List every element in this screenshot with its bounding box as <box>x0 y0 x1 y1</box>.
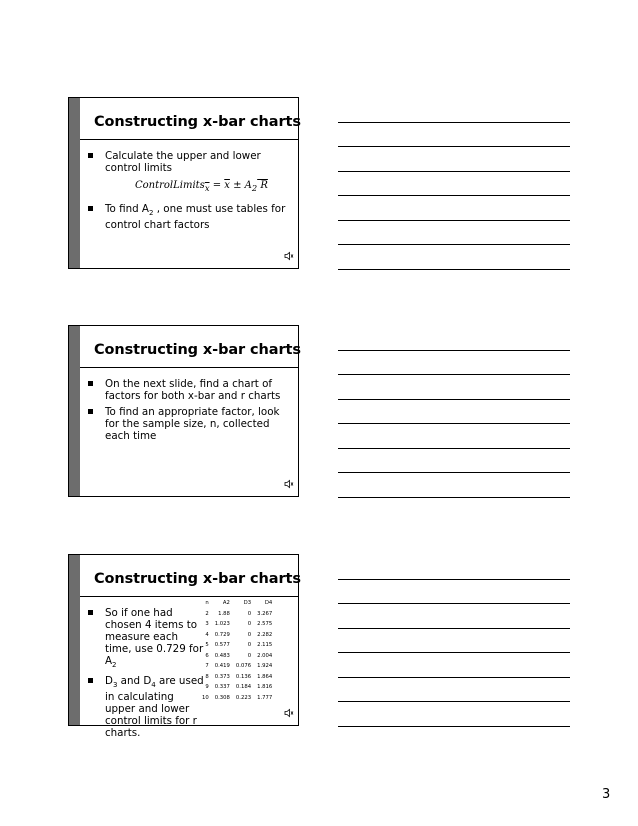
formula-rbar: R <box>257 180 268 191</box>
note-line <box>338 497 570 498</box>
bullet-text: and D <box>117 675 152 688</box>
speaker-icon[interactable] <box>284 479 294 492</box>
cell: 1.777 <box>257 694 273 701</box>
bullet-item <box>85 203 288 231</box>
header-d4: D4 <box>264 600 273 607</box>
cell: 9 <box>205 684 209 691</box>
slide-2 <box>68 325 299 497</box>
slide-title: Constructing x-bar charts <box>94 342 301 358</box>
note-line <box>338 726 570 727</box>
title-divider <box>80 139 298 140</box>
page-number: 3 <box>602 787 611 802</box>
cell: 1.816 <box>257 684 273 691</box>
note-line <box>338 244 570 245</box>
cell: 0 <box>247 610 252 617</box>
cell: 1.023 <box>214 621 230 628</box>
cell: 0.308 <box>214 694 230 701</box>
cell: 2.575 <box>257 621 273 628</box>
subscript: 4 <box>151 681 156 690</box>
cell: 0 <box>247 642 252 649</box>
cell: 0 <box>247 652 252 659</box>
note-line <box>338 652 570 653</box>
note-line <box>338 122 570 123</box>
table-row <box>199 693 275 704</box>
cell: 7 <box>205 663 209 670</box>
cell: 1.864 <box>257 673 273 680</box>
note-line <box>338 374 570 375</box>
cell: 0.729 <box>214 631 230 638</box>
cell: 0.419 <box>214 663 230 670</box>
bullet-text: D <box>105 675 113 688</box>
note-line <box>338 448 570 449</box>
cell: 2.282 <box>257 631 273 638</box>
bullet-text: are used in calculating upper and lower control limits for r charts. <box>105 675 204 740</box>
cell: 1.924 <box>257 663 273 670</box>
cell: 0.184 <box>235 684 252 691</box>
header-n: n <box>205 600 209 607</box>
cell: 0.223 <box>235 694 252 701</box>
table-row <box>199 609 275 620</box>
bullet-item <box>85 406 288 442</box>
table-row <box>199 661 275 672</box>
cell: 2.115 <box>257 642 273 649</box>
table-row <box>199 619 275 630</box>
cell: 3 <box>205 621 209 628</box>
cell: 6 <box>205 652 209 659</box>
formula-xbar: $\overline{x}$ <box>224 180 230 191</box>
bullet-text: To find A <box>105 203 149 215</box>
subscript: 3 <box>112 681 118 690</box>
cell: 4 <box>205 631 209 638</box>
table-row <box>199 682 275 693</box>
bullet-text: So if one had chosen 4 items to measure each time, use 0.729 for A <box>105 607 204 667</box>
control-chart-factors-table <box>199 598 275 703</box>
cell: 0.483 <box>214 652 230 659</box>
cell: 3.267 <box>257 610 273 617</box>
note-line <box>338 220 570 221</box>
subscript: 2 <box>112 661 117 670</box>
cell: 10 <box>202 694 209 701</box>
note-line <box>338 603 570 604</box>
cell: 0 <box>247 621 252 628</box>
formula-plus-minus: ± A <box>229 180 252 191</box>
subscript: 2 <box>148 209 154 218</box>
note-line <box>338 472 570 473</box>
table-header-row <box>199 598 275 609</box>
note-line <box>338 399 570 400</box>
slide-title: Constructing x-bar charts <box>94 114 301 130</box>
cell: 8 <box>205 673 209 680</box>
cell: 0.373 <box>214 673 230 680</box>
note-line <box>338 423 570 424</box>
note-line <box>338 579 570 580</box>
bullet-item <box>85 675 205 739</box>
cell: 2 <box>205 610 209 617</box>
slide-1 <box>68 97 299 269</box>
header-d3: D3 <box>243 600 252 607</box>
note-line <box>338 677 570 678</box>
bullet-text: , one must use tables for control chart factors <box>105 203 286 232</box>
cell: 0.577 <box>214 642 230 649</box>
title-divider <box>80 367 298 368</box>
cell: 0 <box>247 631 252 638</box>
note-line <box>338 146 570 147</box>
note-line <box>338 628 570 629</box>
table-row <box>199 651 275 662</box>
formula-equals: = <box>212 180 225 191</box>
table-row <box>199 672 275 683</box>
control-limits-formula <box>135 180 288 193</box>
note-line <box>338 195 570 196</box>
bullet-text: To find an appropriate factor, look for the sample size, n, collected each time <box>105 406 280 442</box>
header-a2: A2 <box>222 600 230 607</box>
cell: 1.88 <box>218 610 230 617</box>
formula-a-subscript: 2 <box>251 183 258 193</box>
table-row <box>199 630 275 641</box>
speaker-icon[interactable] <box>284 708 294 721</box>
formula-subscript: x <box>204 183 210 193</box>
title-divider <box>80 596 298 597</box>
formula-label: ControlLimits <box>135 180 205 191</box>
cell: 0.337 <box>214 684 230 691</box>
cell: 2.004 <box>257 652 273 659</box>
speaker-icon[interactable] <box>284 251 294 264</box>
note-line <box>338 701 570 702</box>
cell: 5 <box>205 642 209 649</box>
bullet-item <box>85 150 288 174</box>
bullet-text: Calculate the upper and lower control limits <box>105 150 261 174</box>
note-line <box>338 350 570 351</box>
bullet-item <box>85 607 205 671</box>
cell: 0.076 <box>235 663 252 670</box>
note-line <box>338 269 570 270</box>
bullet-list <box>85 378 288 446</box>
note-line <box>338 171 570 172</box>
bullet-text: On the next slide, find a chart of factors for both x-bar and r charts <box>105 378 281 402</box>
slide-title: Constructing x-bar charts <box>94 571 301 587</box>
cell: 0.136 <box>235 673 252 680</box>
slide-3 <box>68 554 301 740</box>
bullet-item <box>85 378 288 402</box>
bullet-list <box>85 607 205 743</box>
bullet-list <box>85 150 288 235</box>
table-row <box>199 640 275 651</box>
